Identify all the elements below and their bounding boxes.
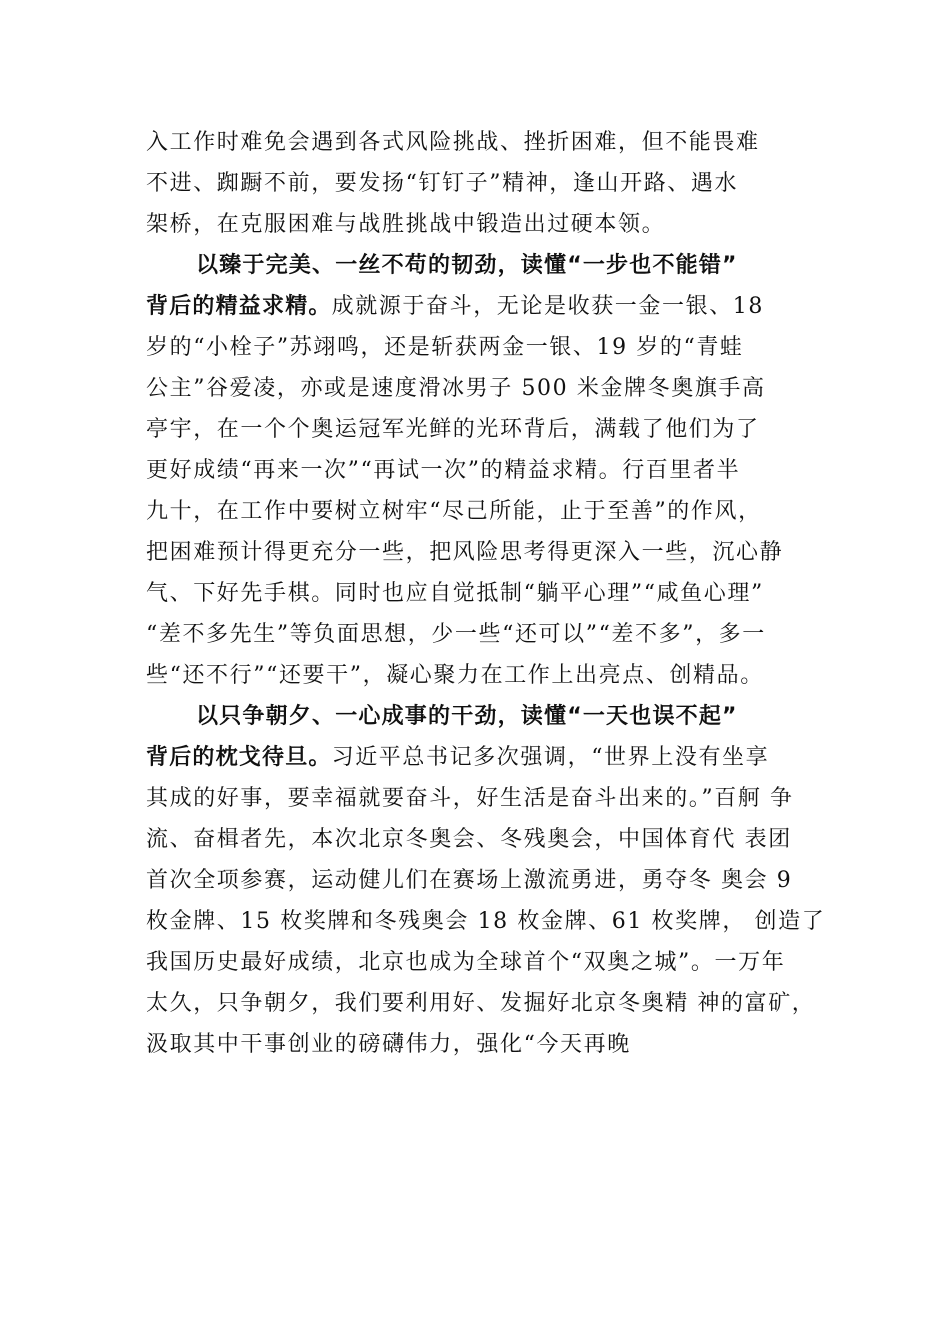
- text-line: 我国历史最好成绩，北京也成为全球首个“双奥之城”。一万年: [146, 950, 786, 975]
- text-line: 公主”谷爱凌，亦或是速度滑冰男子 500 米金牌冬奥旗手高: [146, 376, 766, 401]
- text-line: 架桥，在克服困难与战胜挑战中锻造出过硬本领。: [146, 212, 666, 237]
- text-line: 亭宇，在一个个奥运冠军光鲜的光环背后，满载了他们为了: [146, 417, 760, 442]
- text-line: 不进、踟蹰不前，要发扬“钉钉子”精神，逢山开路、遇水: [146, 171, 739, 196]
- body-text: [146, 122, 846, 1065]
- text-line: 流、奋楫者先，本次北京冬奥会、冬残奥会，中国体育代 表团: [146, 827, 792, 852]
- text-line: 九十，在工作中要树立树牢“尽己所能，止于至善”的作风，: [146, 499, 762, 524]
- section-heading: 以只争朝夕、一心成事的干劲，读懂“一天也误不起”: [196, 704, 738, 729]
- text-line: 首次全项参赛，运动健儿们在赛场上激流勇进，勇夺冬 奥会 9: [146, 868, 793, 893]
- text-line: 枚金牌、15 枚奖牌和冬残奥会 18 枚金牌、61 枚奖牌， 创造了: [146, 909, 826, 934]
- text-line: 岁的“小栓子”苏翊鸣，还是斩获两金一银、19 岁的“青蛙: [146, 335, 744, 360]
- text-line: 入工作时难免会遇到各式风险挑战、挫折困难，但不能畏难: [146, 130, 760, 155]
- text-line: 更好成绩“再来一次”“再试一次”的精益求精。行百里者半: [146, 458, 741, 483]
- text-line: 把困难预计得更充分一些，把风险思考得更深入一些，沉心静: [146, 540, 784, 565]
- text-line: 太久，只争朝夕，我们要利用好、发掘好北京冬奥精 神的富矿，: [146, 991, 816, 1016]
- text-line: 些“还不行”“还要干”，凝心聚力在工作上出亮点、创精品。: [146, 663, 764, 688]
- text-line: 汲取其中干事创业的磅礴伟力，强化“今天再晚: [146, 1032, 631, 1057]
- text-line: 背后的精益求精。成就源于奋斗，无论是收获一金一银、18: [146, 294, 765, 319]
- text-line: “差不多先生”等负面思想，少一些“还可以”“差不多”，多一: [146, 622, 766, 647]
- text-line: 其成的好事，要幸福就要奋斗，好生活是奋斗出来的。”百舸 争: [146, 786, 794, 811]
- text-line: 气、下好先手棋。同时也应自觉抵制“躺平心理”“咸鱼心理”: [146, 581, 764, 606]
- text-line: 背后的枕戈待旦。习近平总书记多次强调，“世界上没有坐享: [146, 745, 770, 770]
- section-heading: 以臻于完美、一丝不苟的韧劲，读懂“一步也不能错”: [196, 253, 738, 278]
